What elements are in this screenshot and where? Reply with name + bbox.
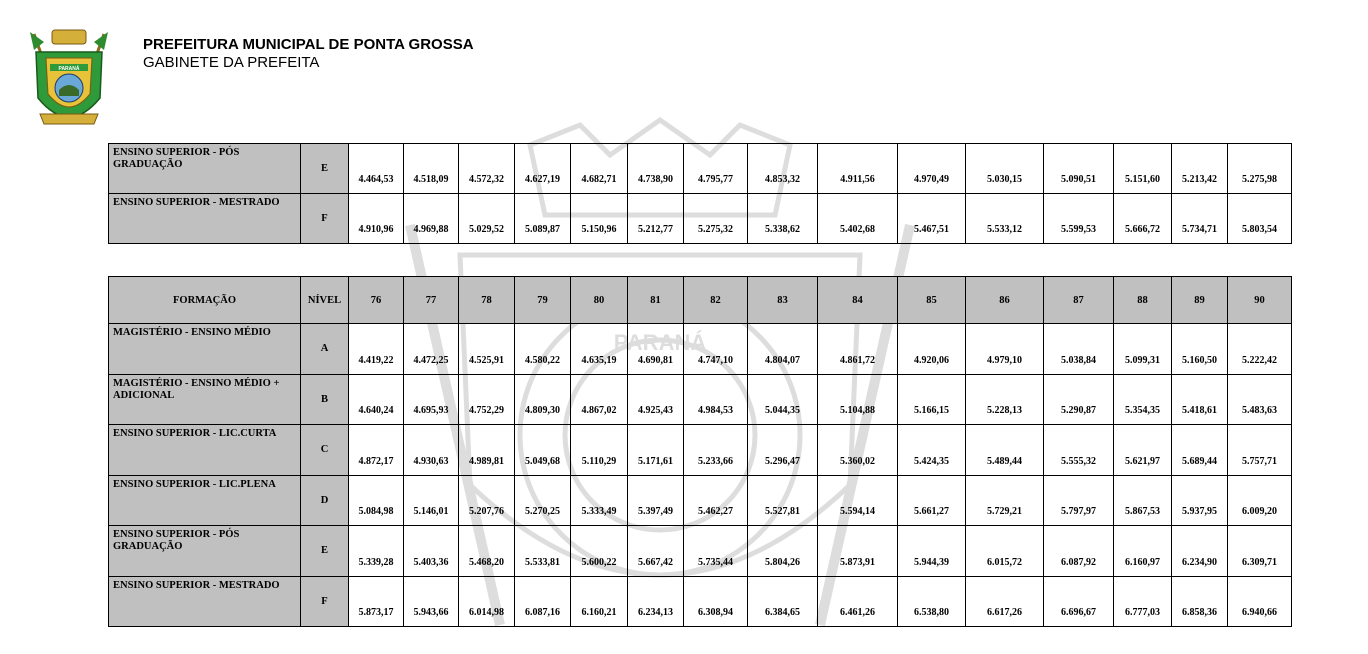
value-cell: 5.424,35: [898, 425, 966, 476]
value-cell: 4.464,53: [349, 144, 404, 194]
value-cell: 4.910,96: [349, 194, 404, 244]
header-level-number: 78: [459, 277, 515, 324]
header-level-number: 83: [748, 277, 818, 324]
value-cell: 5.804,26: [748, 526, 818, 577]
header-level-number: 79: [515, 277, 571, 324]
value-cell: 6.461,26: [818, 576, 898, 627]
value-cell: 4.861,72: [818, 324, 898, 375]
value-cell: 5.233,66: [684, 425, 748, 476]
header-level-number: 76: [349, 277, 404, 324]
value-cell: 5.797,97: [1044, 475, 1114, 526]
value-cell: 5.873,91: [818, 526, 898, 577]
value-cell: 4.930,63: [404, 425, 459, 476]
value-cell: 6.009,20: [1228, 475, 1292, 526]
value-cell: 5.944,39: [898, 526, 966, 577]
value-cell: 5.468,20: [459, 526, 515, 577]
value-cell: 6.858,36: [1172, 576, 1228, 627]
value-cell: 4.419,22: [349, 324, 404, 375]
table-row: [109, 425, 1292, 476]
value-cell: 5.160,50: [1172, 324, 1228, 375]
value-cell: 6.940,66: [1228, 576, 1292, 627]
formacao-cell: ENSINO SUPERIOR - PÓS GRADUAÇÃO: [109, 144, 301, 194]
value-cell: 5.621,97: [1114, 425, 1172, 476]
value-cell: 5.151,60: [1114, 144, 1172, 194]
value-cell: 5.030,15: [966, 144, 1044, 194]
header-level-number: 84: [818, 277, 898, 324]
value-cell: 4.920,06: [898, 324, 966, 375]
value-cell: 5.222,42: [1228, 324, 1292, 375]
table-header-row: [109, 277, 1292, 324]
value-cell: 4.911,56: [818, 144, 898, 194]
value-cell: 5.600,22: [571, 526, 628, 577]
value-cell: 5.803,54: [1228, 194, 1292, 244]
value-cell: 5.734,71: [1172, 194, 1228, 244]
header-level-number: 86: [966, 277, 1044, 324]
value-cell: 4.572,32: [459, 144, 515, 194]
value-cell: 6.087,92: [1044, 526, 1114, 577]
header-level-number: 85: [898, 277, 966, 324]
formacao-cell: ENSINO SUPERIOR - LIC.CURTA: [109, 425, 301, 476]
formacao-cell: ENSINO SUPERIOR - PÓS GRADUAÇÃO: [109, 526, 301, 577]
value-cell: 5.462,27: [684, 475, 748, 526]
value-cell: 5.207,76: [459, 475, 515, 526]
header-level-number: 87: [1044, 277, 1114, 324]
value-cell: 6.234,90: [1172, 526, 1228, 577]
page-subtitle: GABINETE DA PREFEITA: [143, 54, 320, 71]
value-cell: 5.333,49: [571, 475, 628, 526]
value-cell: 5.735,44: [684, 526, 748, 577]
value-cell: 6.777,03: [1114, 576, 1172, 627]
value-cell: 5.104,88: [818, 374, 898, 425]
value-cell: 4.989,81: [459, 425, 515, 476]
value-cell: 5.757,71: [1228, 425, 1292, 476]
value-cell: 4.809,30: [515, 374, 571, 425]
value-cell: 5.729,21: [966, 475, 1044, 526]
value-cell: 5.403,36: [404, 526, 459, 577]
value-cell: 5.296,47: [748, 425, 818, 476]
nivel-cell: A: [301, 324, 349, 375]
value-cell: 5.212,77: [628, 194, 684, 244]
value-cell: 4.925,43: [628, 374, 684, 425]
value-cell: 5.090,51: [1044, 144, 1114, 194]
value-cell: 5.397,49: [628, 475, 684, 526]
header-formacao: FORMAÇÃO: [109, 277, 301, 324]
table-row: [109, 475, 1292, 526]
header-level-number: 88: [1114, 277, 1172, 324]
value-cell: 5.666,72: [1114, 194, 1172, 244]
value-cell: 5.084,98: [349, 475, 404, 526]
value-cell: 6.309,71: [1228, 526, 1292, 577]
nivel-cell: F: [301, 576, 349, 627]
value-cell: 5.029,52: [459, 194, 515, 244]
value-cell: 5.171,61: [628, 425, 684, 476]
value-cell: 5.594,14: [818, 475, 898, 526]
value-cell: 6.617,26: [966, 576, 1044, 627]
value-cell: 5.150,96: [571, 194, 628, 244]
salary-table-top: [108, 143, 1292, 244]
page-header: [143, 36, 474, 72]
value-cell: 4.627,19: [515, 144, 571, 194]
value-cell: 5.166,15: [898, 374, 966, 425]
value-cell: 5.270,25: [515, 475, 571, 526]
value-cell: 5.213,42: [1172, 144, 1228, 194]
header-level-number: 82: [684, 277, 748, 324]
value-cell: 4.752,29: [459, 374, 515, 425]
value-cell: 5.228,13: [966, 374, 1044, 425]
value-cell: 4.853,32: [748, 144, 818, 194]
value-cell: 5.667,42: [628, 526, 684, 577]
formacao-cell: ENSINO SUPERIOR - MESTRADO: [109, 194, 301, 244]
value-cell: 5.467,51: [898, 194, 966, 244]
table-row: [109, 526, 1292, 577]
value-cell: 4.984,53: [684, 374, 748, 425]
nivel-cell: B: [301, 374, 349, 425]
header-level-number: 80: [571, 277, 628, 324]
value-cell: 5.275,98: [1228, 144, 1292, 194]
value-cell: 5.867,53: [1114, 475, 1172, 526]
header-level-number: 81: [628, 277, 684, 324]
nivel-cell: D: [301, 475, 349, 526]
value-cell: 5.689,44: [1172, 425, 1228, 476]
nivel-cell: C: [301, 425, 349, 476]
value-cell: 5.937,95: [1172, 475, 1228, 526]
table-row: [109, 576, 1292, 627]
formacao-cell: MAGISTÉRIO - ENSINO MÉDIO: [109, 324, 301, 375]
value-cell: 4.872,17: [349, 425, 404, 476]
value-cell: 4.525,91: [459, 324, 515, 375]
value-cell: 5.533,81: [515, 526, 571, 577]
table-row: [109, 144, 1292, 194]
value-cell: 5.146,01: [404, 475, 459, 526]
value-cell: 5.044,35: [748, 374, 818, 425]
formacao-cell: ENSINO SUPERIOR - LIC.PLENA: [109, 475, 301, 526]
formacao-cell: MAGISTÉRIO - ENSINO MÉDIO + ADICIONAL: [109, 374, 301, 425]
value-cell: 4.518,09: [404, 144, 459, 194]
logo-text: PARANÁ: [58, 66, 80, 72]
header-nivel: NÍVEL: [301, 277, 349, 324]
value-cell: 4.970,49: [898, 144, 966, 194]
header-level-number: 89: [1172, 277, 1228, 324]
value-cell: 4.969,88: [404, 194, 459, 244]
nivel-cell: E: [301, 526, 349, 577]
nivel-cell: F: [301, 194, 349, 244]
value-cell: 4.867,02: [571, 374, 628, 425]
value-cell: 5.533,12: [966, 194, 1044, 244]
value-cell: 4.472,25: [404, 324, 459, 375]
value-cell: 4.690,81: [628, 324, 684, 375]
value-cell: 6.384,65: [748, 576, 818, 627]
value-cell: 6.160,21: [571, 576, 628, 627]
value-cell: 4.747,10: [684, 324, 748, 375]
value-cell: 6.014,98: [459, 576, 515, 627]
header-level-number: 90: [1228, 277, 1292, 324]
value-cell: 5.339,28: [349, 526, 404, 577]
value-cell: 5.418,61: [1172, 374, 1228, 425]
value-cell: 6.160,97: [1114, 526, 1172, 577]
value-cell: 5.038,84: [1044, 324, 1114, 375]
value-cell: 5.489,44: [966, 425, 1044, 476]
value-cell: 5.527,81: [748, 475, 818, 526]
value-cell: 6.696,67: [1044, 576, 1114, 627]
value-cell: 4.804,07: [748, 324, 818, 375]
value-cell: 5.402,68: [818, 194, 898, 244]
value-cell: 5.555,32: [1044, 425, 1114, 476]
value-cell: 6.234,13: [628, 576, 684, 627]
value-cell: 6.538,80: [898, 576, 966, 627]
value-cell: 4.695,93: [404, 374, 459, 425]
value-cell: 6.308,94: [684, 576, 748, 627]
value-cell: 4.640,24: [349, 374, 404, 425]
table-row: [109, 194, 1292, 244]
value-cell: 5.943,66: [404, 576, 459, 627]
value-cell: 5.354,35: [1114, 374, 1172, 425]
value-cell: 4.635,19: [571, 324, 628, 375]
value-cell: 5.290,87: [1044, 374, 1114, 425]
value-cell: 6.015,72: [966, 526, 1044, 577]
value-cell: 5.483,63: [1228, 374, 1292, 425]
table-row: [109, 374, 1292, 425]
value-cell: 4.580,22: [515, 324, 571, 375]
value-cell: 4.979,10: [966, 324, 1044, 375]
value-cell: 6.087,16: [515, 576, 571, 627]
watermark-text: PARANÁ: [613, 330, 707, 355]
value-cell: 4.738,90: [628, 144, 684, 194]
value-cell: 5.089,87: [515, 194, 571, 244]
salary-table-main: [108, 276, 1292, 627]
header-level-number: 77: [404, 277, 459, 324]
value-cell: 5.110,29: [571, 425, 628, 476]
value-cell: 5.873,17: [349, 576, 404, 627]
value-cell: 5.338,62: [748, 194, 818, 244]
coat-of-arms-icon: [26, 28, 112, 138]
value-cell: 5.049,68: [515, 425, 571, 476]
value-cell: 4.795,77: [684, 144, 748, 194]
formacao-cell: ENSINO SUPERIOR - MESTRADO: [109, 576, 301, 627]
value-cell: 5.599,53: [1044, 194, 1114, 244]
value-cell: 5.360,02: [818, 425, 898, 476]
value-cell: 4.682,71: [571, 144, 628, 194]
table-row: [109, 324, 1292, 375]
value-cell: 5.661,27: [898, 475, 966, 526]
page-title: PREFEITURA MUNICIPAL DE PONTA GROSSA: [143, 36, 474, 53]
value-cell: 5.275,32: [684, 194, 748, 244]
value-cell: 5.099,31: [1114, 324, 1172, 375]
nivel-cell: E: [301, 144, 349, 194]
